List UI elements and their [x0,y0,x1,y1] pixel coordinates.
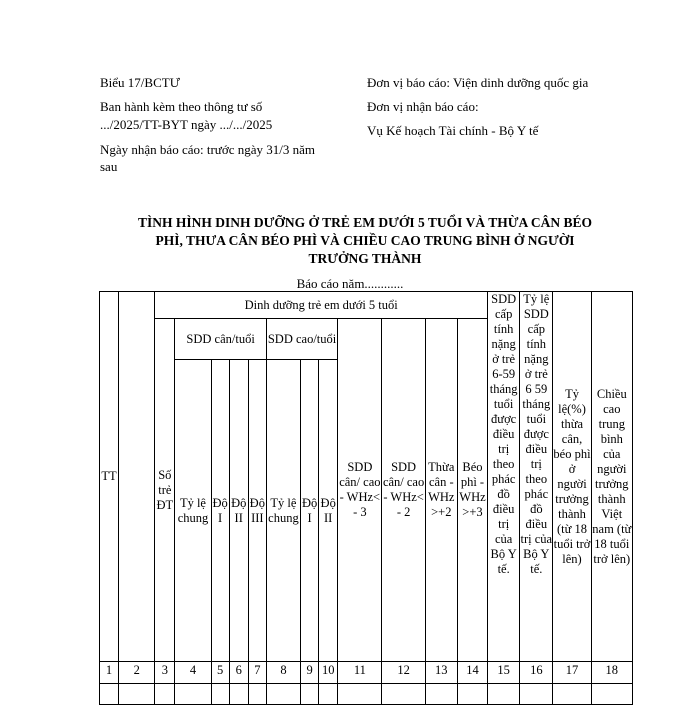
col-number: 5 [211,662,229,684]
col-number: 14 [457,662,487,684]
receive-date-line-2: sau [100,159,118,174]
data-cell [155,684,175,705]
col-do-i-can: Độ I [211,360,229,662]
col-sdd-whz-3: SDD cân/ cao - WHz< - 3 [338,319,382,662]
col-ty-le-sdd-cap-tinh: Tỷ lệ SDD cấp tính nặng ở trẻ 6 59 tháng tuổi được điều trị theo phác đồ điều trị của Bộ Y tế. [520,292,553,662]
report-year: Báo cáo năm............ [296,276,404,291]
data-cell [382,684,425,705]
col-sdd-cap-tinh: SDD cấp tính nặng ở trẻ 6-59 tháng tuổi được điều trị theo phác đồ điều trị của Bộ Y tế. [488,292,520,662]
col-number: 16 [520,662,553,684]
col-number: 13 [425,662,457,684]
col-ty-le-chung-cao: Tỷ lệ chung [266,360,300,662]
receiving-unit-label: Đơn vị nhận báo cáo: [367,99,479,114]
receive-date-line-1: Ngày nhận báo cáo: trước ngày 31/3 năm [100,142,315,157]
data-cell [338,684,382,705]
page-title [100,214,630,268]
group-sdd-can-tuoi: SDD cân/tuổi [175,319,266,360]
data-cell [248,684,266,705]
col-do-ii-cao: Độ II [319,360,338,662]
data-cell [457,684,487,705]
col-do-iii-can: Độ III [248,360,266,662]
data-cell [211,684,229,705]
col-ty-le-chung-can: Tỷ lệ chung [175,360,211,662]
issued-line-2: .../2025/TT-BYT ngày .../.../2025 [100,117,273,132]
col-blank [119,292,155,662]
col-chieu-cao: Chiều cao trung bình của người trưởng thành Việt nam (từ 18 tuổi trở lên) [591,292,632,662]
title-line-2: PHÌ, THƯA CÂN BÉO PHÌ VÀ CHIỀU CAO TRUNG BÌNH Ở NGƯỜI [155,233,575,248]
nutrition-report-table [99,291,633,705]
col-number: 18 [591,662,632,684]
form-code: Biểu 17/BCTƯ [100,75,180,90]
issued-line-1: Ban hành kèm theo thông tư số [100,99,263,114]
title-line-3: TRƯỞNG THÀNH [308,251,422,266]
data-cell [100,684,119,705]
data-cell [175,684,211,705]
group-under5: Dinh dưỡng trẻ em dưới 5 tuổi [155,292,488,319]
data-cell [425,684,457,705]
data-cell [301,684,319,705]
col-number: 9 [301,662,319,684]
col-number: 1 [100,662,119,684]
col-number: 17 [553,662,591,684]
col-tt: TT [100,292,119,662]
data-cell [591,684,632,705]
col-number: 6 [229,662,248,684]
col-number: 2 [119,662,155,684]
col-do-i-cao: Độ I [301,360,319,662]
col-sdd-whz-2: SDD cân/ cao - WHz< - 2 [382,319,425,662]
title-line-1: TÌNH HÌNH DINH DƯỠNG Ở TRẺ EM DƯỚI 5 TUỔI VÀ THỪA CÂN BÉO [138,215,592,230]
col-number: 8 [266,662,300,684]
data-cell [229,684,248,705]
col-thua-can: Thừa cân - WHz >+2 [425,319,457,662]
data-cell [520,684,553,705]
col-number: 11 [338,662,382,684]
data-cell [488,684,520,705]
col-number: 12 [382,662,425,684]
col-number: 7 [248,662,266,684]
col-number: 15 [488,662,520,684]
col-so-tre: Số trẻ ĐT [155,319,175,662]
data-cell [266,684,300,705]
data-cell [119,684,155,705]
col-do-ii-can: Độ II [229,360,248,662]
col-number: 4 [175,662,211,684]
col-number: 10 [319,662,338,684]
data-cell [319,684,338,705]
group-sdd-cao-tuoi: SDD cao/tuổi [266,319,337,360]
col-number: 3 [155,662,175,684]
data-cell [553,684,591,705]
reporting-unit: Đơn vị báo cáo: Viện dinh dưỡng quốc gia [367,75,589,90]
col-ty-le-thua-can: Tỷ lệ(%) thừa cân, béo phì ở người trưởng thành (từ 18 tuổi trở lên) [553,292,591,662]
col-beo-phi: Béo phì - WHz >+3 [457,319,487,662]
receiving-unit: Vụ Kế hoạch Tài chính - Bộ Y tế [367,123,539,138]
